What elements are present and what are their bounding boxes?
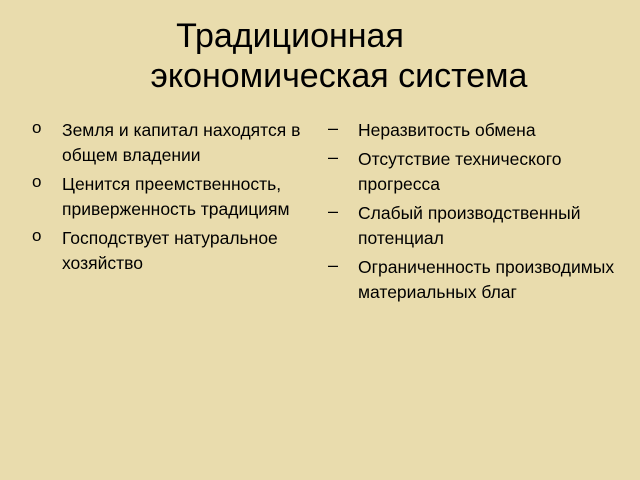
list-item-text: Ценится преемственность, приверженность традициям [62, 174, 290, 219]
left-bullet-list [32, 118, 312, 280]
dash-bullet-icon: – [328, 201, 339, 221]
list-item-text: Господствует натуральное хозяйство [62, 228, 278, 273]
dash-bullet-icon: – [328, 255, 339, 275]
list-item [32, 226, 312, 276]
right-bullet-list [328, 118, 628, 309]
list-item [328, 255, 628, 305]
slide-title [0, 16, 640, 96]
circle-bullet-icon: o [32, 172, 42, 191]
circle-bullet-icon: o [32, 118, 42, 137]
list-item [328, 118, 628, 143]
list-item-text: Ограниченность производимых материальных благ [358, 257, 615, 302]
list-item [328, 147, 628, 197]
list-item [32, 118, 312, 168]
dash-bullet-icon: – [328, 118, 339, 138]
list-item-text: Земля и капитал находятся в общем владении [62, 120, 301, 165]
list-item [328, 201, 628, 251]
slide-title-line2: экономическая система [150, 57, 528, 95]
circle-bullet-icon: o [32, 226, 42, 245]
dash-bullet-icon: – [328, 147, 339, 167]
slide-title-line1: Традиционная [176, 17, 404, 55]
list-item-text: Отсутствие технического прогресса [358, 149, 562, 194]
list-item-text: Неразвитость обмена [358, 120, 536, 140]
list-item [32, 172, 312, 222]
list-item-text: Слабый производственный потенциал [358, 203, 581, 248]
